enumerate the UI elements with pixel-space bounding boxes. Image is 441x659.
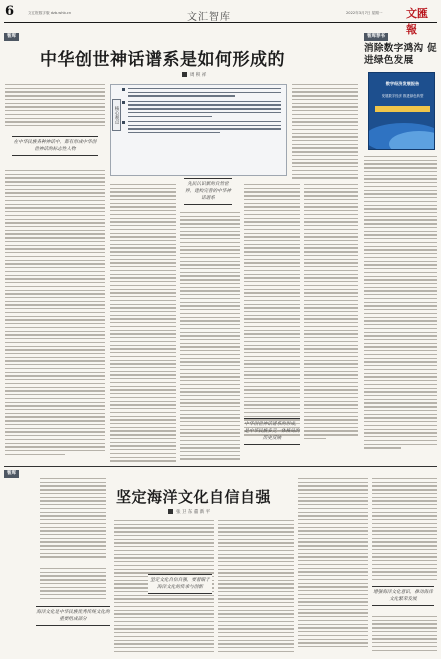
abstract-text [128,88,281,137]
page-url: 文汇报数字版 dzb.whb.cn [28,11,72,15]
article1-author: 周 积 祥 [190,73,207,78]
sidebar-title: 消除数字鸿沟 促进绿色发展 [364,43,437,66]
article1-title: 中华创世神话谱系是如何形成的 [40,50,285,70]
abstract-item [128,101,281,117]
article1-column-5a [292,84,358,181]
article1-byline [182,72,206,78]
bullet-icon [122,88,125,91]
abstract-item [128,121,281,133]
article1-column-5b [304,184,358,442]
bullet-icon [122,101,125,104]
article2-author: 张 卫 东 董 新 平 [176,510,211,515]
article2-column-1a [40,478,106,560]
article1-column-1a [5,84,105,129]
article1-column-3 [180,212,240,462]
section-title: 文汇智库 [187,12,231,23]
article2-column-4 [298,478,368,650]
article2-quote-1: 海洋文化是中华民族优秀传统文化的重要组成部分 [36,606,110,626]
article1-tag: 智库 [4,33,19,41]
masthead [4,3,437,36]
article2-column-3 [218,520,294,654]
article2-quote-2: 坚定文化自信自强，要着眼于海洋文化的传承与创新 [148,574,212,594]
book-band [375,106,430,112]
article2-byline [168,509,210,515]
article1-quote-3: 中华创世神话谱系的形成，是中华民族多元一体格局的历史反映 [244,418,300,445]
bullet-icon [122,121,125,124]
article1-quote-1: 在中华民族各种神话中，都有形成中华创世神话的标志性人物 [12,136,98,156]
book-cover-image [368,72,435,150]
abstract-label: 核心观点 [112,99,121,131]
article1-column-2 [110,184,176,464]
abstract-item [128,88,281,97]
book-title: 数字经济发展报告 [385,81,420,86]
page-number: 6 [5,4,15,19]
paper-logo: 文匯報 [406,7,428,36]
article1-quote-2: 先民认识新的自然世界，建构完善的中华神话谱系 [184,178,232,205]
page-date: 2022年3月7日 星期一 [346,11,383,15]
article2-column-5a [372,478,437,583]
article2-column-1b [40,568,106,602]
article1-column-4 [244,184,300,438]
byline-square-icon [168,509,173,514]
article2-quote-3: 增强海洋文化意识，推动海洋文化繁荣发展 [372,586,434,606]
article2-tag: 智库 [4,470,19,478]
article-divider [4,466,437,467]
sidebar-body [364,156,437,451]
article2-column-5b [372,616,437,653]
sidebar-tag: 智库荐书 [364,33,388,41]
book-subtitle: 发展数字经济 推进绿色转型 [381,94,424,98]
article2-title: 坚定海洋文化自信自强 [116,488,272,506]
byline-square-icon [182,72,187,77]
article1-column-1b [5,170,105,458]
